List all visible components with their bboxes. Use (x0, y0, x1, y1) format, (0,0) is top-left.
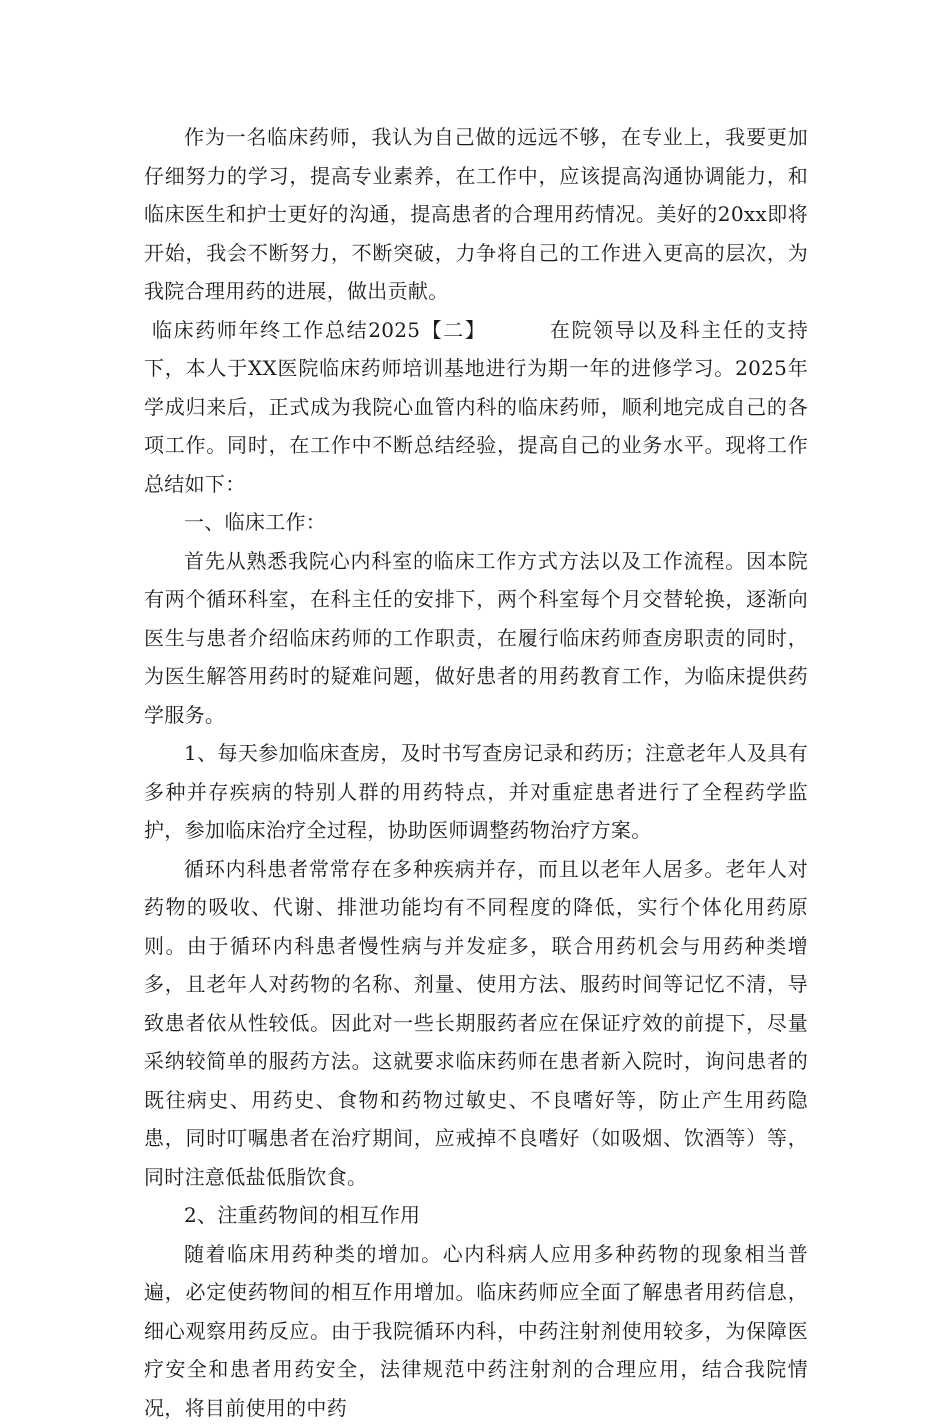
item-1-paragraph: 1、每天参加临床查房，及时书写查房记录和药历；注意老年人及具有多种并存疾病的特别人群的用药特点，并对重症患者进行了全程药学监护，参加临床治疗全过程，协助医师调整药物治疗方案。 (144, 734, 808, 850)
elderly-patients-paragraph: 循环内科患者常常存在多种疾病并存，而且以老年人居多。老年人对药物的吸收、代谢、排泄功能均有不同程度的降低，实行个体化用药原则。由于循环内科患者慢性病与并发症多，联合用药机会与用药种类增多，且老年人对药物的名称、剂量、使用方法、服药时间等记忆不清，导致患者依从性较低。因此对一些长期服药者应在保证疗效的前提下，尽量采纳较简单的服药方法。这就要求临床药师在患者新入院时，询问患者的既往病史、用药史、食物和药物过敏史、不良嗜好等，防止产生用药隐患，同时叮嘱患者在治疗期间，应戒掉不良嗜好（如吸烟、饮酒等）等，同时注意低盐低脂饮食。 (144, 850, 808, 1197)
section-heading-line (144, 311, 808, 504)
document-page (144, 118, 808, 1427)
heading-clinical-work: 一、临床工作： (144, 503, 808, 542)
drug-interactions-paragraph: 随着临床用药种类的增加。心内科病人应用多种药物的现象相当普遍，必定使药物间的相互作用增加。临床药师应全面了解患者用药信息，细心观察用药反应。由于我院循环内科，中药注射剂使用较多，为保障医疗安全和患者用药安全，法律规范中药注射剂的合理应用，结合我院情况，将目前使用的中药 (144, 1235, 808, 1427)
clinical-work-paragraph: 首先从熟悉我院心内科室的临床工作方式方法以及工作流程。因本院有两个循环科室，在科主任的安排下，两个科室每个月交替轮换，逐渐向医生与患者介绍临床药师的工作职责，在履行临床药师查房职责的同时，为医生解答用药时的疑难问题，做好患者的用药教育工作，为临床提供药学服务。 (144, 542, 808, 735)
section-opening-text: 在院领导以及科主任的支持下，本人于XX医院临床药师培训基地进行为期一年的进修学习。2025年学成归来后，正式成为我院心血管内科的临床药师，顺利地完成自己的各项工作。同时，在工作中不断总结经验，提高自己的业务水平。现将工作总结如下： (144, 318, 808, 496)
intro-paragraph: 作为一名临床药师，我认为自己做的远远不够，在专业上，我要更加仔细努力的学习，提高专业素养，在工作中，应该提高沟通协调能力，和临床医生和护士更好的沟通，提高患者的合理用药情况。美好的20xx即将开始，我会不断努力，不断突破，力争将自己的工作进入更高的层次，为我院合理用药的进展，做出贡献。 (144, 118, 808, 311)
heading-drug-interactions: 2、注重药物间的相互作用 (144, 1196, 808, 1235)
section-title: 临床药师年终工作总结2025【二】 (144, 318, 487, 342)
